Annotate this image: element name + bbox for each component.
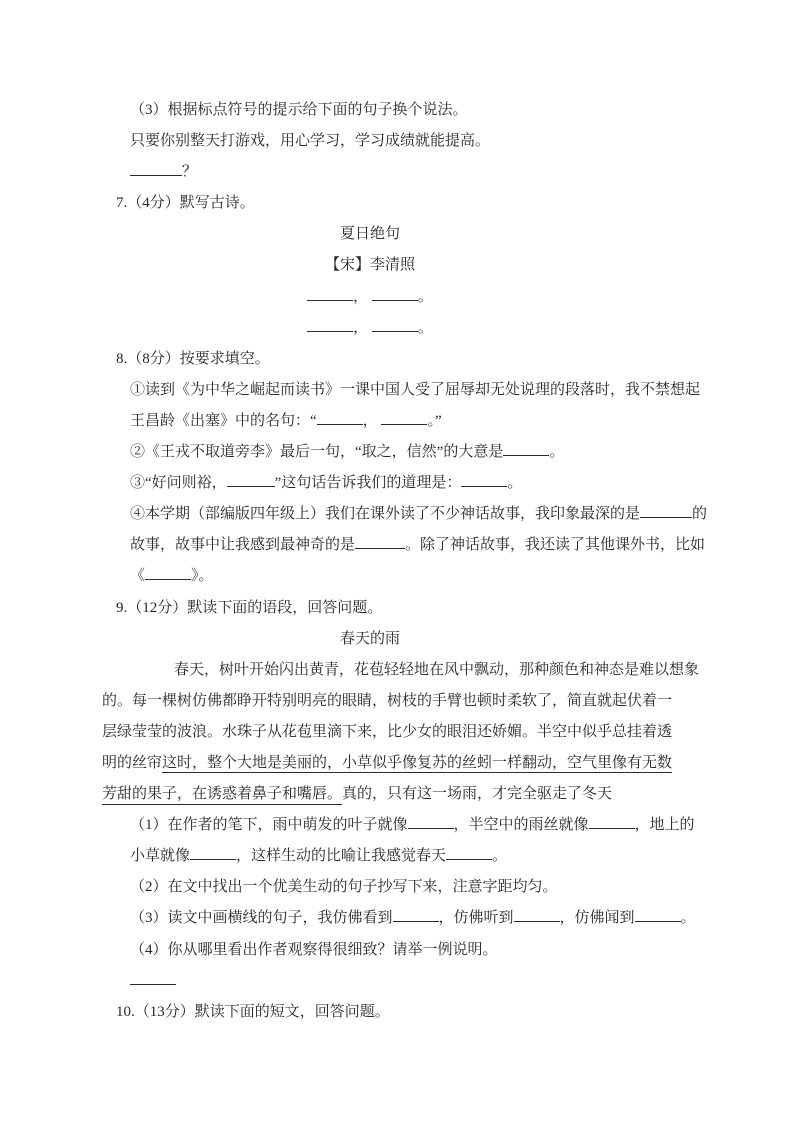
text-line xyxy=(102,686,693,717)
answer-blank xyxy=(307,287,353,301)
answer-blank xyxy=(381,411,427,425)
text-segment: 的。每一棵树仿佛都睁开特别明亮的眼睛，树枝的手臂也顿时柔软了，简直就起伏着一 xyxy=(102,692,673,709)
text-segment: ，半空中的雨丝就像 xyxy=(453,817,589,834)
answer-blank xyxy=(355,536,405,550)
text-segment: 10.（13分）默读下面的短文，回答问题。 xyxy=(116,1003,390,1020)
text-line xyxy=(102,126,693,157)
text-segment: 。 xyxy=(680,910,696,927)
text-line xyxy=(102,437,693,468)
answer-blank xyxy=(317,411,363,425)
text-segment: ①读到《为中华之崛起而读书》一课中国人受了屈辱却无处说理的段落时，我不禁想起 xyxy=(130,381,701,398)
text-segment: ”这句话告诉我们的道理是： xyxy=(274,475,462,492)
text-line xyxy=(102,748,693,779)
answer-blank xyxy=(503,442,549,456)
answer-blank xyxy=(190,847,236,861)
text-segment: ③“好问则裕， xyxy=(130,475,227,492)
text-line xyxy=(102,406,693,437)
text-segment: （3）读文中画横线的句子，我仿佛看到 xyxy=(130,910,393,927)
text-line xyxy=(102,872,693,903)
text-line xyxy=(102,779,693,810)
answer-blank xyxy=(446,847,492,861)
underlined-sentence: 这时，整个大地是美丽的，小草似乎像复苏的丝蚓一样翻动，空气里像有无数 xyxy=(162,755,672,774)
text-line xyxy=(102,903,696,934)
text-line xyxy=(102,624,693,655)
text-segment: 春天的雨 xyxy=(339,630,400,647)
text-segment: 的 xyxy=(692,506,708,523)
text-segment: 。除了神话故事，我还读了其他课外书，比如 xyxy=(405,537,706,554)
document-body xyxy=(102,95,708,1028)
text-line xyxy=(102,997,693,1028)
text-segment: ， xyxy=(353,319,372,336)
text-line xyxy=(102,717,693,748)
text-segment: （2）在文中找出一个优美生动的句子抄写下来，注意字距均匀。 xyxy=(130,879,558,896)
answer-blank xyxy=(307,318,353,332)
text-segment: ？ xyxy=(182,164,198,181)
text-line xyxy=(102,375,701,406)
text-line xyxy=(102,499,708,530)
text-segment: （1）在作者的笔下，雨中萌发的叶子就像 xyxy=(130,817,408,834)
text-segment: ，这样生动的比喻让我感觉春天 xyxy=(236,848,447,865)
answer-blank xyxy=(408,815,454,829)
text-segment: 《 xyxy=(130,568,146,585)
text-line xyxy=(102,219,693,250)
answer-blank xyxy=(227,473,275,487)
text-line xyxy=(102,344,693,375)
text-line xyxy=(102,810,693,841)
answer-blank xyxy=(372,318,418,332)
text-segment: 【宋】李清照 xyxy=(324,257,415,274)
text-segment: 层绿莹莹的波浪。水珠子从花苞里滴下来，比少女的眼泪还娇媚。半空中似乎总挂着透 xyxy=(102,723,673,740)
answer-blank xyxy=(514,909,560,923)
text-segment: 。 xyxy=(507,475,523,492)
text-line xyxy=(102,188,693,219)
text-line xyxy=(102,468,693,499)
text-line xyxy=(102,935,693,966)
text-segment: 7.（4分）默写古诗。 xyxy=(116,195,255,212)
text-segment: ，仿佛听到 xyxy=(438,910,514,927)
text-segment: 只要你别整天打游戏，用心学习，学习成绩就能提高。 xyxy=(130,133,491,150)
text-segment: （3）根据标点符号的提示给下面的句子换个说法。 xyxy=(130,102,468,118)
answer-blank xyxy=(635,909,681,923)
text-segment: 》。 xyxy=(191,568,214,585)
text-segment: 夏日绝句 xyxy=(339,226,400,243)
underlined-sentence: 芳甜的果子，在诱惑着鼻子和嘴唇。 xyxy=(102,786,342,805)
text-segment: ④本学期（部编版四年级上）我们在课外读了不少神话故事，我印象最深的是 xyxy=(130,506,641,523)
text-segment: 春天，树叶开始闪出黄青，花苞轻轻地在风中飘动，那种颜色和神态是难以想象 xyxy=(174,661,700,678)
answer-blank xyxy=(372,287,418,301)
text-segment: 9.（12分）默读下面的语段，回答问题。 xyxy=(116,599,383,616)
text-line xyxy=(102,561,693,592)
text-line xyxy=(102,966,693,997)
text-line xyxy=(102,95,693,126)
text-segment: ，仿佛闻到 xyxy=(559,910,635,927)
text-segment: ②《王戎不取道旁李》最后一句，“取之，信然”的大意是 xyxy=(130,444,504,461)
text-segment: 王昌龄《出塞》中的名句：“ xyxy=(130,412,317,429)
text-segment: 小草就像 xyxy=(130,848,191,865)
text-line xyxy=(102,593,693,624)
text-segment: 明的丝帘 xyxy=(102,754,163,771)
text-line xyxy=(102,250,693,281)
text-line xyxy=(102,157,693,188)
answer-blank xyxy=(145,567,191,581)
answer-blank xyxy=(461,473,507,487)
text-segment: 。 xyxy=(492,848,508,865)
text-segment: 。 xyxy=(549,444,565,461)
text-segment: 。 xyxy=(417,319,433,336)
text-line xyxy=(102,282,693,313)
text-segment: 故事，故事中让我感到最神奇的是 xyxy=(130,537,356,554)
text-segment: 8.（8分）按要求填空。 xyxy=(116,350,270,367)
text-segment: ， xyxy=(362,412,382,429)
text-line xyxy=(102,841,693,872)
text-segment: 真的，只有这一场雨，才完全驱走了冬天 xyxy=(342,786,613,803)
answer-blank xyxy=(130,162,182,176)
text-segment: （4）你从哪里看出作者观察得很细致？请举一例说明。 xyxy=(130,941,498,958)
answer-blank xyxy=(640,504,692,518)
answer-blank xyxy=(393,909,439,923)
text-segment: ， xyxy=(353,288,372,305)
text-segment: ，地上的 xyxy=(634,817,695,834)
answer-blank xyxy=(130,971,176,985)
text-segment: 。” xyxy=(427,412,442,429)
text-line xyxy=(102,530,706,561)
text-line xyxy=(102,655,700,686)
text-segment: 。 xyxy=(417,288,433,305)
answer-blank xyxy=(589,815,635,829)
text-line xyxy=(102,313,693,344)
